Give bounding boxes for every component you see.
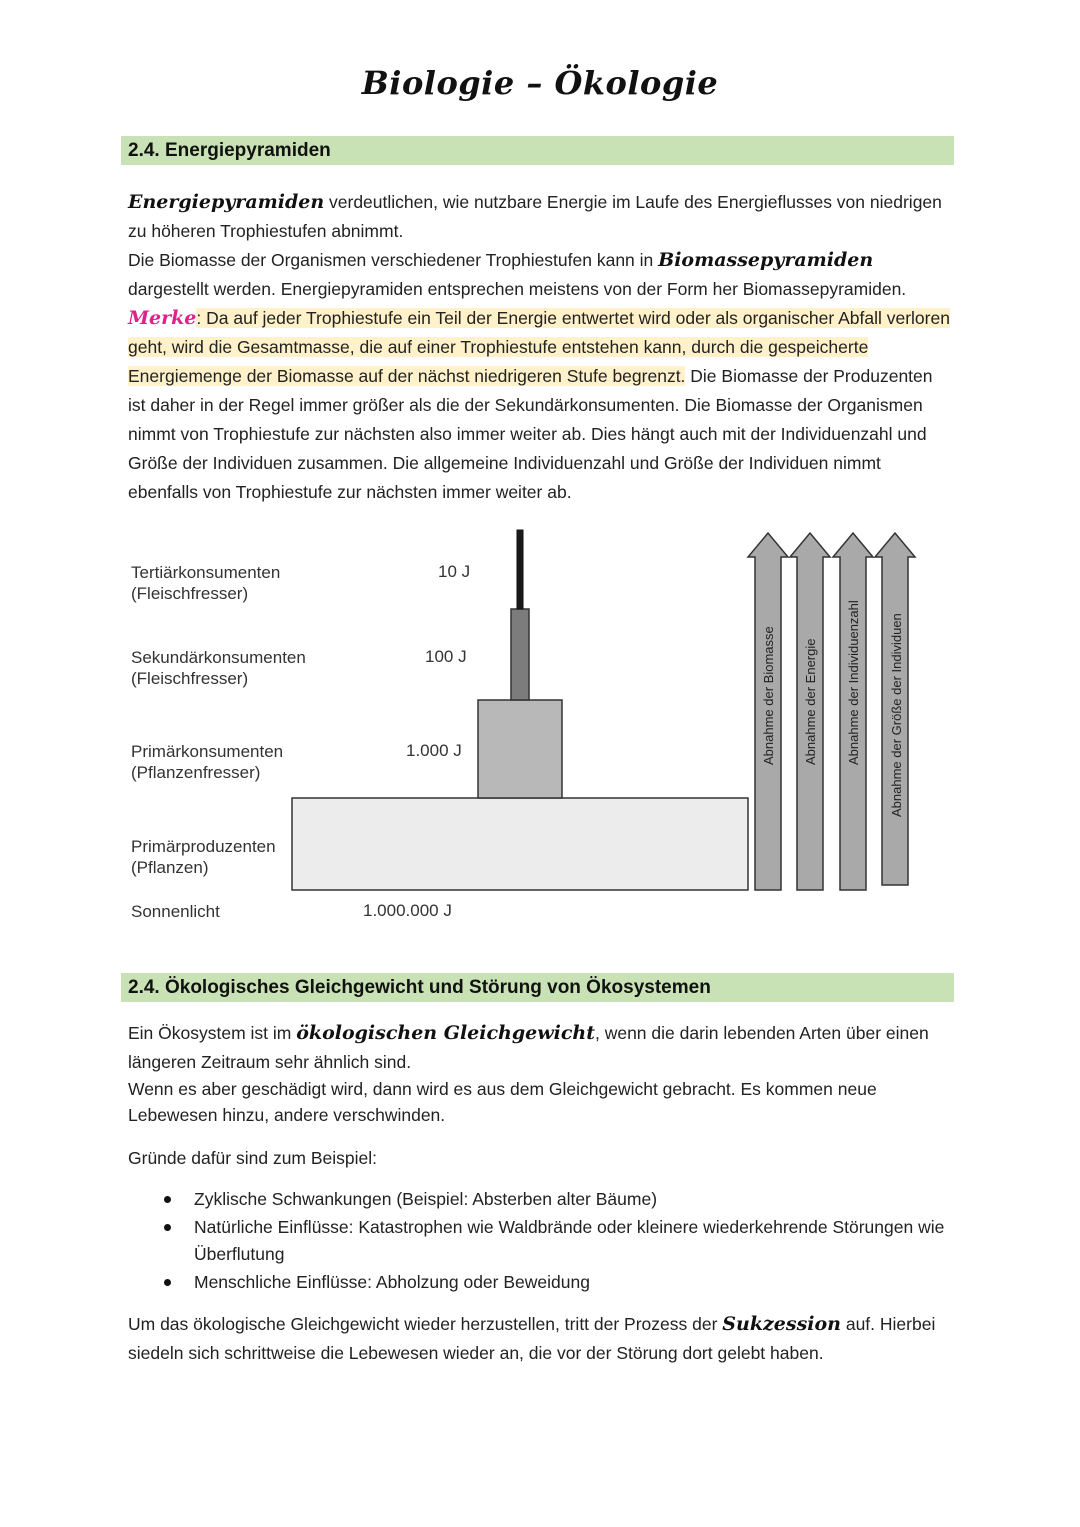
paragraph-gruende: Gründe dafür sind zum Beispiel: [128, 1148, 378, 1168]
decrease-arrow-energie [790, 533, 830, 890]
list-item: Menschliche Einflüsse: Abholzung oder Beweidung [160, 1269, 960, 1296]
level-sub: (Pflanzenfresser) [131, 763, 261, 782]
decrease-arrow-biomasse [748, 533, 788, 890]
pyramid-block-tertiary-consumers [517, 530, 523, 609]
term-oekologisches-gleichgewicht: ökologischen Gleichgewicht [296, 1022, 595, 1044]
merke-label: Merke [128, 307, 197, 329]
section2-body-bottom [128, 1310, 954, 1368]
list-item: Natürliche Einflüsse: Katastrophen wie Waldbrände oder kleinere wiederkehrende Störungen wie Überflutung [160, 1214, 960, 1268]
paragraph-text: Ein Ökosystem ist im [128, 1023, 297, 1043]
decrease-arrow-groesse [875, 533, 915, 885]
pyramid-block-producers [292, 798, 748, 890]
reasons-list [160, 1186, 960, 1297]
arrow-label-individuenzahl: Abnahme der Individuenzahl [846, 600, 861, 765]
pyramid-block-primary-consumers [478, 700, 562, 798]
paragraph-gleichgewicht [128, 1019, 954, 1077]
paragraph-text: Um das ökologische Gleichgewicht wieder herzustellen, tritt der Prozess der [128, 1314, 723, 1334]
list-item: Zyklische Schwankungen (Beispiel: Absterben alter Bäume) [160, 1186, 960, 1213]
section-heading-gleichgewicht: 2.4. Ökologisches Gleichgewicht und Störung von Ökosystemen [121, 973, 954, 1002]
level-sub: (Pflanzen) [131, 858, 209, 877]
energy-secondary: 100 J [425, 647, 467, 666]
energy-primary-consumer: 1.000 J [406, 741, 462, 760]
arrow-label-energie: Abnahme der Energie [803, 638, 818, 765]
paragraph-text: verdeutlichen, wie nutzbare Energie im Laufe des Energieflusses von niedrigen zu höheren Trophiestufen abnimmt. [128, 192, 942, 241]
sunlight-label: Sonnenlicht [131, 902, 220, 921]
pyramid-block-secondary-consumers [511, 609, 529, 700]
paragraph-text: Die Biomasse der Produzenten ist daher in der Regel immer größer als die der Sekundärkonsumenten. Die Biomasse der Organismen nimmt von Trophiestufe zur nächsten also immer weiter ab. Dies hängt auch mit der Individuenzahl und Größe der Individuen zusammen. Die allgemeine Individuenzahl und Größe der Individuen nimmt ebenfalls von Trophiestufe zur nächsten immer weiter ab. [128, 366, 933, 502]
term-energiepyramiden: Energiepyramiden [128, 191, 325, 213]
level-name: Sekundärkonsumenten [131, 648, 306, 667]
section-heading-energiepyramiden: 2.4. Energiepyramiden [121, 136, 954, 165]
paragraph-sukzession [128, 1310, 954, 1368]
term-sukzession: Sukzession [722, 1313, 841, 1335]
level-sub: (Fleischfresser) [131, 584, 249, 603]
level-name: Tertiärkonsumenten [131, 563, 281, 582]
arrow-label-groesse: Abnahme der Größe der Individuen [889, 613, 904, 817]
paragraph-text: dargestellt werden. Energiepyramiden entsprechen meistens von der Form her Biomassepyramiden. [128, 279, 907, 299]
section2-body-top [128, 1019, 954, 1077]
paragraph-text: auf. Hierbei siedeln sich schrittweise die Lebewesen wieder an, die vor der Störung dort gelebt haben. [128, 1314, 936, 1363]
merke-highlight: : Da auf jeder Trophiestufe ein Teil der Energie entwertet wird oder als organischer Abfall verloren geht, wird die Gesamtmasse, die auf einer Trophiestufe entstehen kann, durch die gespeicherte Energiemenge der Biomasse auf der nächst niedrigeren Stufe begrenzt. [128, 308, 950, 386]
paragraph-text: , wenn die darin lebenden Arten über einen längeren Zeitraum sehr ähnlich sind. [128, 1023, 929, 1072]
term-biomassepyramiden: Biomassepyramiden [658, 249, 874, 271]
level-name: Primärproduzenten [131, 837, 276, 856]
arrow-label-biomasse: Abnahme der Biomasse [761, 626, 776, 765]
paragraph-text: Die Biomasse der Organismen verschiedener Trophiestufen kann in [128, 250, 659, 270]
paragraph-stoerung: Wenn es aber geschädigt wird, dann wird es aus dem Gleichgewicht gebracht. Es kommen neue Lebewesen hinzu, andere verschwinden. [128, 1079, 877, 1125]
energy-sunlight: 1.000.000 J [363, 901, 452, 920]
energy-tertiary: 10 J [438, 562, 471, 581]
decrease-arrow-individuenzahl [833, 533, 873, 890]
page-title: Biologie – Ökologie [361, 64, 719, 102]
level-name: Primärkonsumenten [131, 742, 284, 761]
level-sub: (Fleischfresser) [131, 669, 249, 688]
